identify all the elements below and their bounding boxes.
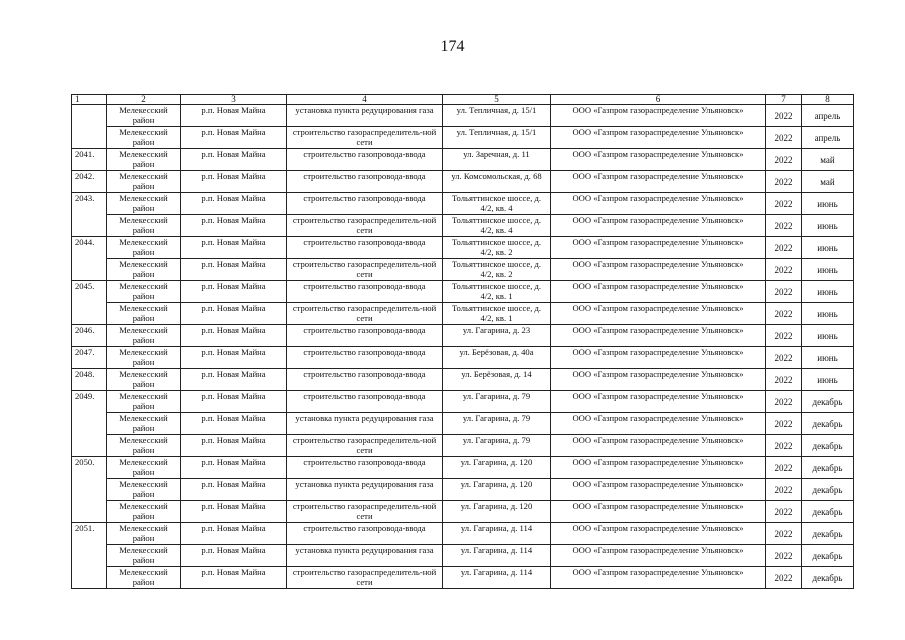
cell-work-type: строительство газораспределитель-ной сети [287,259,443,281]
cell-settlement: р.п. Новая Майна [181,413,287,435]
cell-month: декабрь [802,435,854,457]
cell-row-number: 2047. [72,347,107,369]
cell-address: ул. Заречная, д. 11 [443,149,551,171]
cell-address: Тольяттинское шоссе, д. 4/2, кв. 2 [443,259,551,281]
cell-settlement: р.п. Новая Майна [181,149,287,171]
cell-month: июнь [802,303,854,325]
cell-organization: ООО «Газпром газораспределение Ульяновск» [551,149,766,171]
cell-settlement: р.п. Новая Майна [181,193,287,215]
cell-row-number: 2044. [72,237,107,259]
cell-work-type: строительство газораспределитель-ной сети [287,127,443,149]
cell-district: Мелекесский район [107,303,181,325]
cell-work-type: строительство газораспределитель-ной сети [287,435,443,457]
cell-month: июнь [802,237,854,259]
cell-organization: ООО «Газпром газораспределение Ульяновск» [551,171,766,193]
cell-settlement: р.п. Новая Майна [181,347,287,369]
cell-month: май [802,171,854,193]
cell-work-type: строительство газораспределитель-ной сети [287,501,443,523]
cell-work-type: строительство газопровода-ввода [287,347,443,369]
cell-district: Мелекесский район [107,347,181,369]
cell-organization: ООО «Газпром газораспределение Ульяновск» [551,237,766,259]
cell-address: ул. Гагарина, д. 79 [443,413,551,435]
table-row [72,259,854,281]
cell-year: 2022 [766,215,802,237]
cell-month: апрель [802,127,854,149]
table-row [72,523,854,545]
column-header-7: 7 [766,95,802,105]
cell-row-number: 2051. [72,523,107,545]
cell-row-number [72,105,107,127]
table-row [72,171,854,193]
column-header-3: 3 [181,95,287,105]
cell-district: Мелекесский район [107,127,181,149]
table-row [72,501,854,523]
cell-settlement: р.п. Новая Майна [181,127,287,149]
cell-settlement: р.п. Новая Майна [181,281,287,303]
cell-month: декабрь [802,501,854,523]
cell-settlement: р.п. Новая Майна [181,391,287,413]
cell-organization: ООО «Газпром газораспределение Ульяновск» [551,215,766,237]
cell-district: Мелекесский район [107,567,181,589]
cell-year: 2022 [766,325,802,347]
cell-month: декабрь [802,545,854,567]
cell-row-number [72,479,107,501]
cell-address: ул. Гагарина, д. 120 [443,479,551,501]
cell-work-type: установка пункта редуцирования газа [287,479,443,501]
cell-address: Тольяттинское шоссе, д. 4/2, кв. 4 [443,215,551,237]
cell-organization: ООО «Газпром газораспределение Ульяновск» [551,369,766,391]
cell-row-number [72,127,107,149]
cell-district: Мелекесский район [107,435,181,457]
table-row [72,567,854,589]
table-row [72,105,854,127]
cell-address: ул. Гагарина, д. 120 [443,457,551,479]
cell-row-number: 2041. [72,149,107,171]
cell-year: 2022 [766,127,802,149]
cell-month: декабрь [802,413,854,435]
column-header-1: 1 [72,95,107,105]
cell-district: Мелекесский район [107,281,181,303]
cell-organization: ООО «Газпром газораспределение Ульяновск» [551,391,766,413]
cell-work-type: установка пункта редуцирования газа [287,105,443,127]
page-number: 174 [440,38,465,55]
cell-month: июнь [802,281,854,303]
cell-district: Мелекесский район [107,171,181,193]
cell-row-number [72,303,107,325]
cell-address: ул. Гагарина, д. 79 [443,435,551,457]
table-row [72,303,854,325]
cell-year: 2022 [766,369,802,391]
cell-work-type: строительство газопровода-ввода [287,369,443,391]
cell-district: Мелекесский район [107,545,181,567]
cell-year: 2022 [766,281,802,303]
cell-address: ул. Гагарина, д. 114 [443,545,551,567]
cell-work-type: установка пункта редуцирования газа [287,413,443,435]
cell-settlement: р.п. Новая Майна [181,215,287,237]
cell-district: Мелекесский район [107,215,181,237]
cell-row-number [72,501,107,523]
cell-year: 2022 [766,259,802,281]
cell-work-type: строительство газопровода-ввода [287,391,443,413]
cell-row-number [72,259,107,281]
cell-year: 2022 [766,391,802,413]
cell-organization: ООО «Газпром газораспределение Ульяновск» [551,281,766,303]
cell-address: Тольяттинское шоссе, д. 4/2, кв. 1 [443,281,551,303]
cell-row-number: 2046. [72,325,107,347]
cell-settlement: р.п. Новая Майна [181,325,287,347]
cell-month: июнь [802,369,854,391]
table-row [72,237,854,259]
cell-year: 2022 [766,457,802,479]
cell-month: май [802,149,854,171]
cell-address: ул. Гагарина, д. 114 [443,567,551,589]
table-row [72,325,854,347]
cell-month: апрель [802,105,854,127]
cell-work-type: строительство газораспределитель-ной сети [287,303,443,325]
cell-organization: ООО «Газпром газораспределение Ульяновск» [551,127,766,149]
cell-row-number: 2049. [72,391,107,413]
cell-work-type: строительство газопровода-ввода [287,149,443,171]
cell-address: ул. Гагарина, д. 114 [443,523,551,545]
column-header-8: 8 [802,95,854,105]
cell-district: Мелекесский район [107,105,181,127]
cell-address: ул. Берёзовая, д. 14 [443,369,551,391]
cell-row-number: 2045. [72,281,107,303]
cell-organization: ООО «Газпром газораспределение Ульяновск» [551,193,766,215]
cell-month: декабрь [802,523,854,545]
table-row [72,369,854,391]
cell-year: 2022 [766,479,802,501]
cell-address: Тольяттинское шоссе, д. 4/2, кв. 1 [443,303,551,325]
cell-organization: ООО «Газпром газораспределение Ульяновск» [551,545,766,567]
cell-row-number: 2043. [72,193,107,215]
cell-year: 2022 [766,545,802,567]
cell-settlement: р.п. Новая Майна [181,501,287,523]
cell-district: Мелекесский район [107,149,181,171]
cell-district: Мелекесский район [107,325,181,347]
cell-settlement: р.п. Новая Майна [181,303,287,325]
cell-row-number: 2048. [72,369,107,391]
cell-organization: ООО «Газпром газораспределение Ульяновск» [551,479,766,501]
cell-year: 2022 [766,567,802,589]
table-row [72,193,854,215]
column-header-6: 6 [551,95,766,105]
cell-year: 2022 [766,347,802,369]
cell-work-type: строительство газораспределитель-ной сети [287,567,443,589]
table-row [72,127,854,149]
table-row [72,347,854,369]
cell-organization: ООО «Газпром газораспределение Ульяновск» [551,501,766,523]
cell-year: 2022 [766,501,802,523]
cell-work-type: строительство газопровода-ввода [287,457,443,479]
cell-address: ул. Комсомольская, д. 68 [443,171,551,193]
cell-year: 2022 [766,149,802,171]
cell-month: июнь [802,347,854,369]
table-row [72,413,854,435]
cell-month: июнь [802,215,854,237]
cell-year: 2022 [766,237,802,259]
cell-organization: ООО «Газпром газораспределение Ульяновск» [551,567,766,589]
table-row [72,149,854,171]
cell-month: декабрь [802,457,854,479]
cell-row-number: 2042. [72,171,107,193]
cell-row-number [72,545,107,567]
cell-organization: ООО «Газпром газораспределение Ульяновск» [551,105,766,127]
cell-settlement: р.п. Новая Майна [181,479,287,501]
cell-row-number [72,215,107,237]
cell-month: июнь [802,193,854,215]
cell-district: Мелекесский район [107,457,181,479]
cell-district: Мелекесский район [107,193,181,215]
cell-address: ул. Тепличная, д. 15/1 [443,127,551,149]
cell-district: Мелекесский район [107,369,181,391]
cell-row-number: 2050. [72,457,107,479]
cell-organization: ООО «Газпром газораспределение Ульяновск» [551,259,766,281]
cell-organization: ООО «Газпром газораспределение Ульяновск» [551,325,766,347]
schedule-table [71,94,854,589]
cell-settlement: р.п. Новая Майна [181,105,287,127]
cell-year: 2022 [766,413,802,435]
cell-settlement: р.п. Новая Майна [181,369,287,391]
cell-year: 2022 [766,303,802,325]
cell-work-type: строительство газопровода-ввода [287,281,443,303]
cell-organization: ООО «Газпром газораспределение Ульяновск» [551,435,766,457]
table-row [72,215,854,237]
cell-organization: ООО «Газпром газораспределение Ульяновск» [551,303,766,325]
cell-district: Мелекесский район [107,501,181,523]
cell-work-type: строительство газопровода-ввода [287,237,443,259]
cell-year: 2022 [766,523,802,545]
cell-settlement: р.п. Новая Майна [181,457,287,479]
table-row [72,479,854,501]
cell-address: ул. Берёзовая, д. 40а [443,347,551,369]
cell-district: Мелекесский район [107,237,181,259]
table-row [72,281,854,303]
cell-district: Мелекесский район [107,413,181,435]
table-row [72,457,854,479]
cell-settlement: р.п. Новая Майна [181,171,287,193]
cell-row-number [72,435,107,457]
cell-organization: ООО «Газпром газораспределение Ульяновск» [551,347,766,369]
cell-year: 2022 [766,435,802,457]
cell-year: 2022 [766,193,802,215]
cell-district: Мелекесский район [107,479,181,501]
table-row [72,391,854,413]
cell-address: ул. Гагарина, д. 120 [443,501,551,523]
cell-settlement: р.п. Новая Майна [181,259,287,281]
cell-address: ул. Тепличная, д. 15/1 [443,105,551,127]
table-row [72,545,854,567]
table-body [72,95,854,589]
cell-month: декабрь [802,567,854,589]
cell-address: Тольяттинское шоссе, д. 4/2, кв. 2 [443,237,551,259]
cell-work-type: строительство газопровода-ввода [287,171,443,193]
cell-organization: ООО «Газпром газораспределение Ульяновск» [551,457,766,479]
cell-address: ул. Гагарина, д. 23 [443,325,551,347]
cell-address: ул. Гагарина, д. 79 [443,391,551,413]
cell-work-type: строительство газопровода-ввода [287,523,443,545]
cell-row-number [72,567,107,589]
cell-year: 2022 [766,105,802,127]
cell-settlement: р.п. Новая Майна [181,237,287,259]
cell-settlement: р.п. Новая Майна [181,545,287,567]
cell-organization: ООО «Газпром газораспределение Ульяновск» [551,413,766,435]
cell-organization: ООО «Газпром газораспределение Ульяновск» [551,523,766,545]
cell-month: июнь [802,259,854,281]
cell-month: декабрь [802,391,854,413]
cell-address: Тольяттинское шоссе, д. 4/2, кв. 4 [443,193,551,215]
cell-row-number [72,413,107,435]
cell-month: декабрь [802,479,854,501]
column-header-5: 5 [443,95,551,105]
cell-district: Мелекесский район [107,391,181,413]
cell-settlement: р.п. Новая Майна [181,567,287,589]
cell-year: 2022 [766,171,802,193]
cell-work-type: строительство газораспределитель-ной сети [287,215,443,237]
cell-month: июнь [802,325,854,347]
cell-work-type: строительство газопровода-ввода [287,325,443,347]
cell-settlement: р.п. Новая Майна [181,435,287,457]
column-header-2: 2 [107,95,181,105]
cell-work-type: установка пункта редуцирования газа [287,545,443,567]
column-header-4: 4 [287,95,443,105]
table-row [72,435,854,457]
cell-settlement: р.п. Новая Майна [181,523,287,545]
cell-work-type: строительство газопровода-ввода [287,193,443,215]
cell-district: Мелекесский район [107,523,181,545]
table-header-row [72,95,854,105]
cell-district: Мелекесский район [107,259,181,281]
